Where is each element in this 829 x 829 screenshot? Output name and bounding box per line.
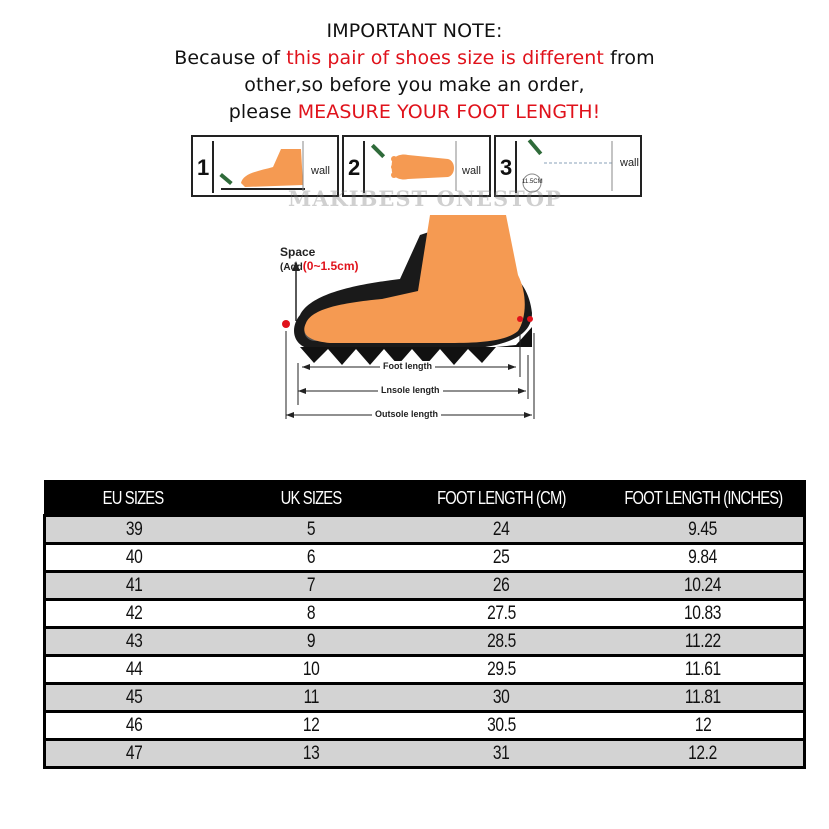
eu-size-cell: 44 [45, 656, 223, 684]
step-number: 2 [348, 155, 361, 180]
eu-size-cell: 46 [45, 712, 223, 740]
foot-cm-cell: 30 [401, 684, 603, 712]
insole-length-label: Lnsole length [378, 385, 443, 395]
eu-size-cell: 42 [45, 600, 223, 628]
foot-cm-cell: 25 [401, 544, 603, 572]
foot-length-label: Foot length [380, 361, 435, 371]
foot-inches-cell: 9.84 [603, 544, 805, 572]
foot-inches-cell: 11.81 [603, 684, 805, 712]
uk-size-cell: 13 [223, 740, 401, 768]
header-eu-sizes: EU SIZES [45, 481, 223, 516]
foot-inches-cell: 11.22 [603, 628, 805, 656]
table-row [45, 684, 805, 712]
eu-size-cell: 45 [45, 684, 223, 712]
step-number: 1 [197, 155, 210, 180]
uk-size-cell: 11 [223, 684, 401, 712]
wall-label: wall [462, 165, 481, 177]
table-row [45, 600, 805, 628]
foot-cm-cell: 29.5 [401, 656, 603, 684]
foot-inches-cell: 10.83 [603, 600, 805, 628]
wall-label: wall [620, 157, 639, 169]
foot-inches-cell: 10.24 [603, 572, 805, 600]
table-row [45, 544, 805, 572]
watermark: MAKIBEST ONESTOP [288, 186, 562, 211]
table-row [45, 572, 805, 600]
note-text: please [228, 101, 298, 123]
uk-size-cell: 7 [223, 572, 401, 600]
foot-cm-cell: 28.5 [401, 628, 603, 656]
uk-size-cell: 9 [223, 628, 401, 656]
table-row [45, 740, 805, 768]
foot-inches-cell: 12 [603, 712, 805, 740]
note-highlight: MEASURE YOUR FOOT LENGTH! [297, 101, 601, 123]
space-label: Space [280, 245, 316, 259]
table-header-row [45, 481, 805, 516]
add-range: (0~1.5cm) [302, 259, 359, 273]
header-foot-length-inches: FOOT LENGTH (INCHES) [603, 481, 805, 516]
table-row [45, 656, 805, 684]
foot-inches-cell: 12.2 [603, 740, 805, 768]
step-number: 3 [500, 155, 513, 180]
note-text: Because of [174, 47, 287, 69]
ruler-mark: 11.5CM [522, 179, 543, 185]
note-highlight: this pair of shoes size is different [286, 47, 604, 69]
eu-size-cell: 41 [45, 572, 223, 600]
note-line-4 [0, 99, 829, 126]
note-text: from [603, 47, 655, 69]
size-table [43, 480, 806, 769]
header-foot-length-cm: FOOT LENGTH (CM) [401, 481, 603, 516]
foot-cm-cell: 26 [401, 572, 603, 600]
foot-cm-cell: 30.5 [401, 712, 603, 740]
table-row [45, 516, 805, 544]
important-note [0, 18, 829, 126]
foot-inches-cell: 11.61 [603, 656, 805, 684]
eu-size-cell: 40 [45, 544, 223, 572]
uk-size-cell: 12 [223, 712, 401, 740]
eu-size-cell: 43 [45, 628, 223, 656]
note-line-3: other,so before you make an order, [244, 74, 585, 96]
foot-cm-cell: 27.5 [401, 600, 603, 628]
uk-size-cell: 6 [223, 544, 401, 572]
table-row [45, 712, 805, 740]
foot-inches-cell: 9.45 [603, 516, 805, 544]
add-space-label [280, 259, 358, 273]
shoe-diagram [270, 215, 570, 425]
eu-size-cell: 47 [45, 740, 223, 768]
eu-size-cell: 39 [45, 516, 223, 544]
uk-size-cell: 5 [223, 516, 401, 544]
foot-cm-cell: 31 [401, 740, 603, 768]
note-line-2 [0, 45, 829, 72]
uk-size-cell: 8 [223, 600, 401, 628]
table-row [45, 628, 805, 656]
add-prefix: (Add [280, 262, 303, 273]
header-uk-sizes: UK SIZES [223, 481, 401, 516]
uk-size-cell: 10 [223, 656, 401, 684]
wall-label: wall [311, 165, 330, 177]
note-title: IMPORTANT NOTE: [326, 20, 503, 42]
size-chart [43, 480, 795, 769]
outsole-length-label: Outsole length [372, 409, 441, 419]
foot-cm-cell: 24 [401, 516, 603, 544]
